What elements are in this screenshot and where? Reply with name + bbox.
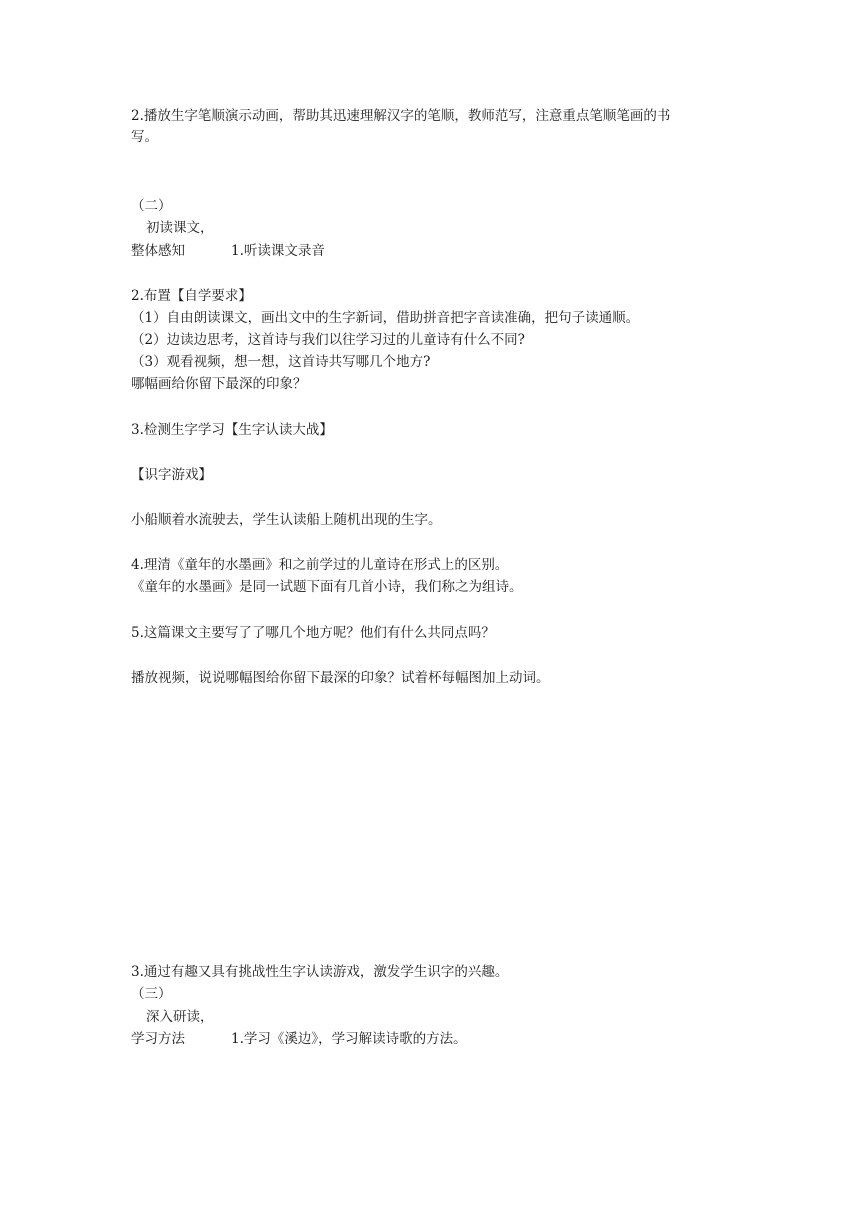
section-two-heading-row <box>131 241 325 261</box>
form-comparison-description: 《童年的水墨画》是同一试题下面有几首小诗，我们称之为组诗。 <box>131 579 523 595</box>
game-intent: 3.通过有趣又具有挑战性生字认读游戏，激发学生识字的兴趣。 <box>131 964 509 980</box>
step2-stroke-order-line2: 写。 <box>131 129 158 145</box>
requirement-2: （2）边读边思考，这首诗与我们以往学习过的儿童诗有什么不同? <box>131 332 525 348</box>
requirement-3-continued: 哪幅画给你留下最深的印象？ <box>131 376 307 392</box>
requirement-1: （1）自由朗读课文，画出文中的生字新词，借助拼音把字音读准确，把句子读通顺。 <box>131 310 640 326</box>
game-title: 【识字游戏】 <box>131 467 212 483</box>
form-comparison-step: 4.理清《童年的水墨画》和之前学过的儿童诗在形式上的区别。 <box>131 557 509 573</box>
section-three-subtitle: 学习方法 <box>131 1031 185 1047</box>
section-three-heading-row <box>131 1029 467 1049</box>
requirement-3: （3）观看视频，想一想，这首诗共写哪几个地方? <box>131 354 431 370</box>
section-three-marker: （三） <box>131 986 172 1002</box>
section-two-step1: 1.听读课文录音 <box>231 243 325 259</box>
video-activity-description: 播放视频，说说哪幅图给你留下最深的印象？试着杯每幅图加上动词。 <box>131 670 550 686</box>
section-two-marker: （二） <box>131 198 172 214</box>
character-check-step: 3.检测生字学习【生字认读大战】 <box>131 422 333 438</box>
section-two-title: 初读课文， <box>146 220 214 236</box>
section-two-subtitle: 整体感知 <box>131 243 185 259</box>
places-question-step: 5.这篇课文主要写了了哪几个地方呢？他们有什么共同点吗？ <box>131 625 495 641</box>
game-description: 小船顺着水流驶去，学生认读船上随机出现的生字。 <box>131 512 442 528</box>
step2-stroke-order-line1: 2.播放生字笔顺演示动画，帮助其迅速理解汉字的笔顺，教师范写，注意重点笔顺笔画的书 <box>131 108 671 124</box>
section-three-title: 深入研读， <box>146 1009 214 1025</box>
self-study-step: 2.布置【自学要求】 <box>131 288 252 304</box>
section-three-step1: 1.学习《溪边》，学习解读诗歌的方法。 <box>231 1031 467 1047</box>
